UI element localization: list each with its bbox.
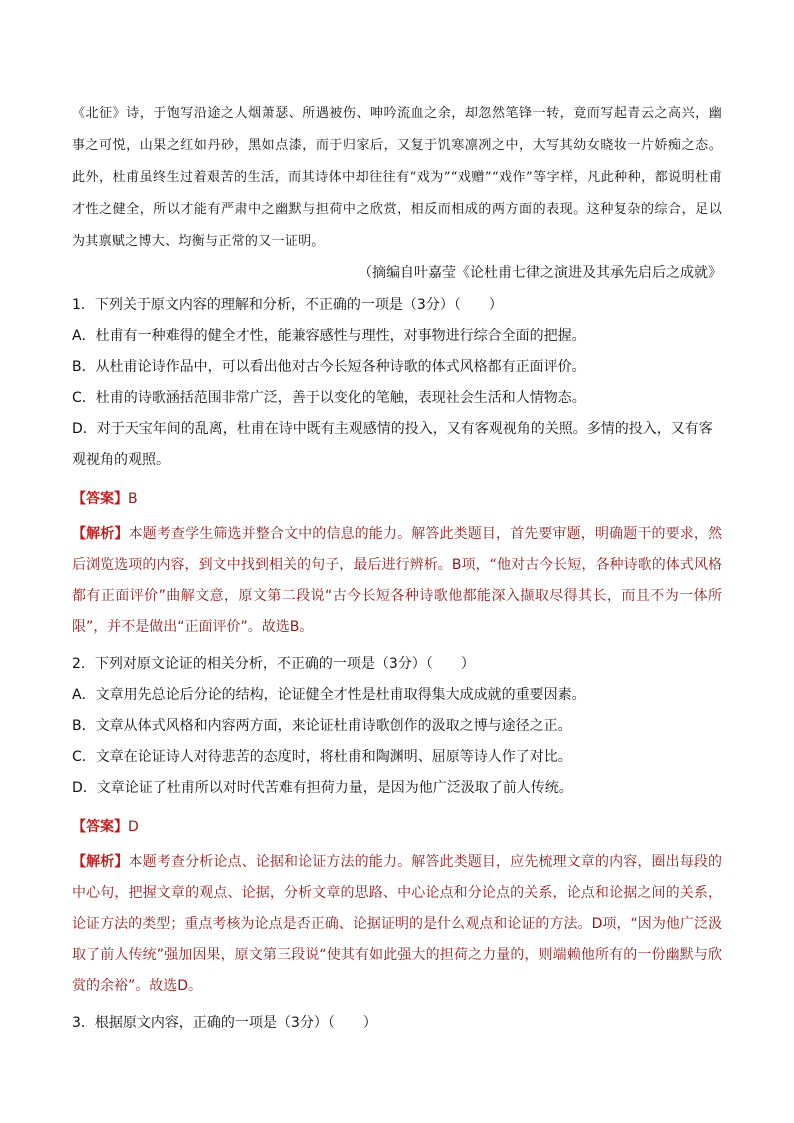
passage-paragraph: 《北征》诗，于饱写沿途之人烟萧瑟、所遇被伤、呻吟流血之余，却忽然笔锋一转，竟而写起青云之高兴，幽事之可悦，山果之红如丹砂，黑如点漆，而于归家后，又复于饥寒凛冽之中，大写其幼女晓妆一片娇痴之态。此外，杜甫虽终生过着艰苦的生活，而其诗体中却往往有“戏为”“戏赠”“戏作”等字样，凡此种种，都说明杜甫才性之健全，所以才能有严肃中之幽默与担荷中之欣赏，相反而相成的两方面的表现。这种复杂的综合，足以为其禀赋之博大、均衡与正常的又一证明。 <box>72 106 722 249</box>
question-3 <box>72 1008 722 1039</box>
analysis-2 <box>72 847 722 1002</box>
analysis-tag: 【解析】 <box>72 854 129 870</box>
option-b: B．文章从体式风格和内容两方面，来论证杜甫诗歌创作的汲取之博与途径之正。 <box>72 718 572 734</box>
answer-value: B <box>128 491 138 507</box>
option-b: B．从杜甫论诗作品中，可以看出他对古今长短各种诗歌的体式风格都有正面评价。 <box>72 359 586 375</box>
option-c: C．杜甫的诗歌涵括范围非常广泛，善于以变化的笔触，表现社会生活和人情物态。 <box>72 390 586 406</box>
option-d: D．对于天宝年间的乱离，杜甫在诗中既有主观感情的投入，又有客观视角的关照。多情的投入，又有客观视角的观照。 <box>72 421 713 468</box>
analysis-text: 本题考查学生筛选并整合文中的信息的能力。解答此类题目，首先要审题，明确题干的要求，然后浏览选项的内容，到文中找到相关的句子，最后进行辨析。B项，“他对古今长短，各种诗歌的体式风格都有正面评价”曲解文意，原文第二段说“古今长短各种诗歌他都能深入撷取尽得其长，而且不为一体所限”，并不是做出“正面评价”。故选B。 <box>72 526 723 635</box>
answer-tag: 【答案】 <box>72 819 128 835</box>
option-d: D．文章论证了杜甫所以对时代苦难有担荷力量，是因为他广泛汲取了前人传统。 <box>72 780 573 796</box>
analysis-1 <box>72 519 722 643</box>
answer-tag: 【答案】 <box>72 491 128 507</box>
answer-1 <box>72 484 722 515</box>
question-2 <box>72 649 722 804</box>
answer-value: D <box>128 819 139 835</box>
passage <box>72 98 722 258</box>
option-c: C．文章在论证诗人对待悲苦的态度时，将杜甫和陶渊明、屈原等诗人作了对比。 <box>72 749 572 765</box>
question-stem: 1．下列关于原文内容的理解和分析，不正确的一项是（3分）（ ） <box>72 297 503 313</box>
question-stem: 2．下列对原文论证的相关分析，不正确的一项是（3分）（ ） <box>72 656 475 672</box>
analysis-tag: 【解析】 <box>72 526 129 542</box>
question-stem: 3．根据原文内容，正确的一项是（3分）（ ） <box>72 1015 377 1031</box>
citation: （摘编自叶嘉莹《论杜甫七律之演进及其承先启后之成就》 <box>358 265 722 281</box>
option-a: A．文章用先总论后分论的结构，论证健全才性是杜甫取得集大成成就的重要因素。 <box>72 687 586 703</box>
question-1 <box>72 290 722 476</box>
option-a: A．杜甫有一种难得的健全才性，能兼容感性与理性，对事物进行综合全面的把握。 <box>72 328 586 344</box>
answer-2 <box>72 812 722 843</box>
analysis-text: 本题考查分析论点、论据和论证方法的能力。解答此类题目，应先梳理文章的内容，圈出每段的中心句，把握文章的观点、论据，分析文章的思路、中心论点和分论点的关系，论点和论据之间的关系，论证方法的类型；重点考核为论点是否正确、论据证明的是什么观点和论证的方法。D项，“因为他广泛汲取了前人传统”强加因果，原文第三段说“使其有如此强大的担荷之力量的，则端赖他所有的一份幽默与欣赏的余裕”。故选D。 <box>72 854 723 994</box>
